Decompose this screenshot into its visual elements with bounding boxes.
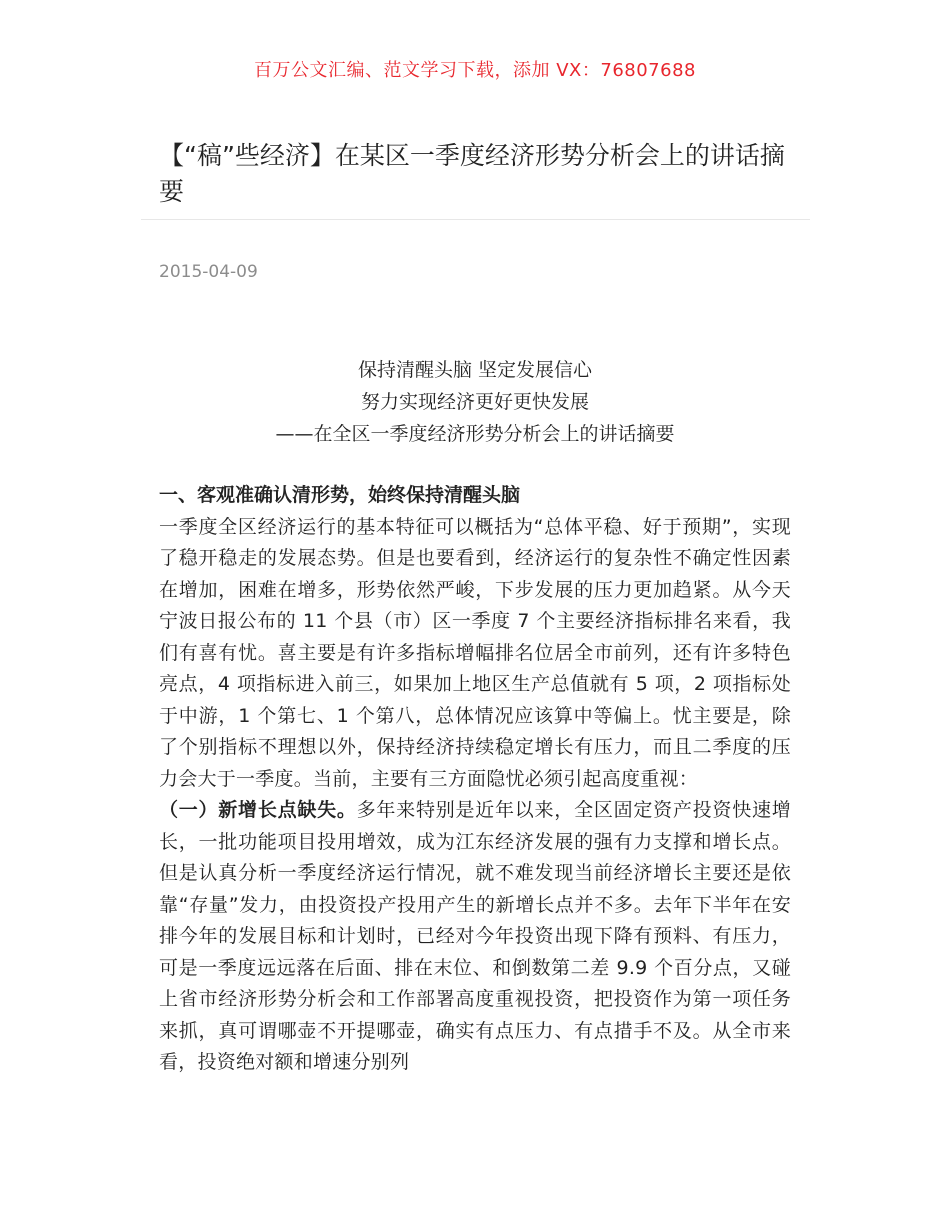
promo-banner: 百万公文汇编、范文学习下载，添加 VX：76807688 — [254, 60, 696, 81]
paragraph-2 — [159, 795, 791, 1079]
heading-line-3: ——在全区一季度经济形势分析会上的讲话摘要 — [275, 423, 675, 445]
article-body — [159, 480, 791, 1079]
title-divider — [141, 219, 810, 220]
paragraph-2-lead: （一）新增长点缺失。 — [159, 799, 357, 821]
heading-line-2: 努力实现经济更好更快发展 — [360, 391, 589, 413]
publish-date: 2015-04-09 — [159, 262, 258, 282]
speech-heading — [159, 354, 791, 450]
paragraph-1: 一季度全区经济运行的基本特征可以概括为“总体平稳、好于预期”，实现了稳开稳走的发展态势。但是也要看到，经济运行的复杂性不确定性因素在增加，困难在增多，形势依然严峻，下步发展的压力更加趋紧。从今天宁波日报公布的 11 个县（市）区一季度 7 个主要经济指标排名来看，我们有喜有忧。喜主要是有许多指标增幅排名位居全市前列，还有许多特色亮点，4 项指标进入前三，如果加上地区生产总值就有 5 项，2 项指标处于中游，1 个第七、1 个第八，总体情况应该算中等偏上。忧主要是，除了个别指标不理想以外，保持经济持续稳定增长有压力，而且二季度的压力会大于一季度。当前，主要有三方面隐忧必须引起高度重视： — [159, 515, 791, 790]
paragraph-2-text: 多年来特别是近年以来，全区固定资产投资快速增长，一批功能项目投用增效，成为江东经济发展的强有力支撑和增长点。但是认真分析一季度经济运行情况，就不难发现当前经济增长主要还是依靠“存量”发力，由投资投产投用产生的新增长点并不多。去年下半年在安排今年的发展目标和计划时，已经对今年投资出现下降有预料、有压力，可是一季度远远落在后面、排在末位、和倒数第二差 9.9 个百分点，又碰上省市经济形势分析会和工作部署高度重视投资，把投资作为第一项任务来抓，真可谓哪壶不开提哪壶，确实有点压力、有点措手不及。从全市来看，投资绝对额和增速分别列 — [159, 799, 791, 1073]
article-title: 【“稿”些经济】在某区一季度经济形势分析会上的讲话摘要 — [159, 141, 785, 206]
heading-line-1: 保持清醒头脑 坚定发展信心 — [357, 359, 593, 381]
section-title-1: 一、客观准确认清形势，始终保持清醒头脑 — [159, 484, 521, 506]
